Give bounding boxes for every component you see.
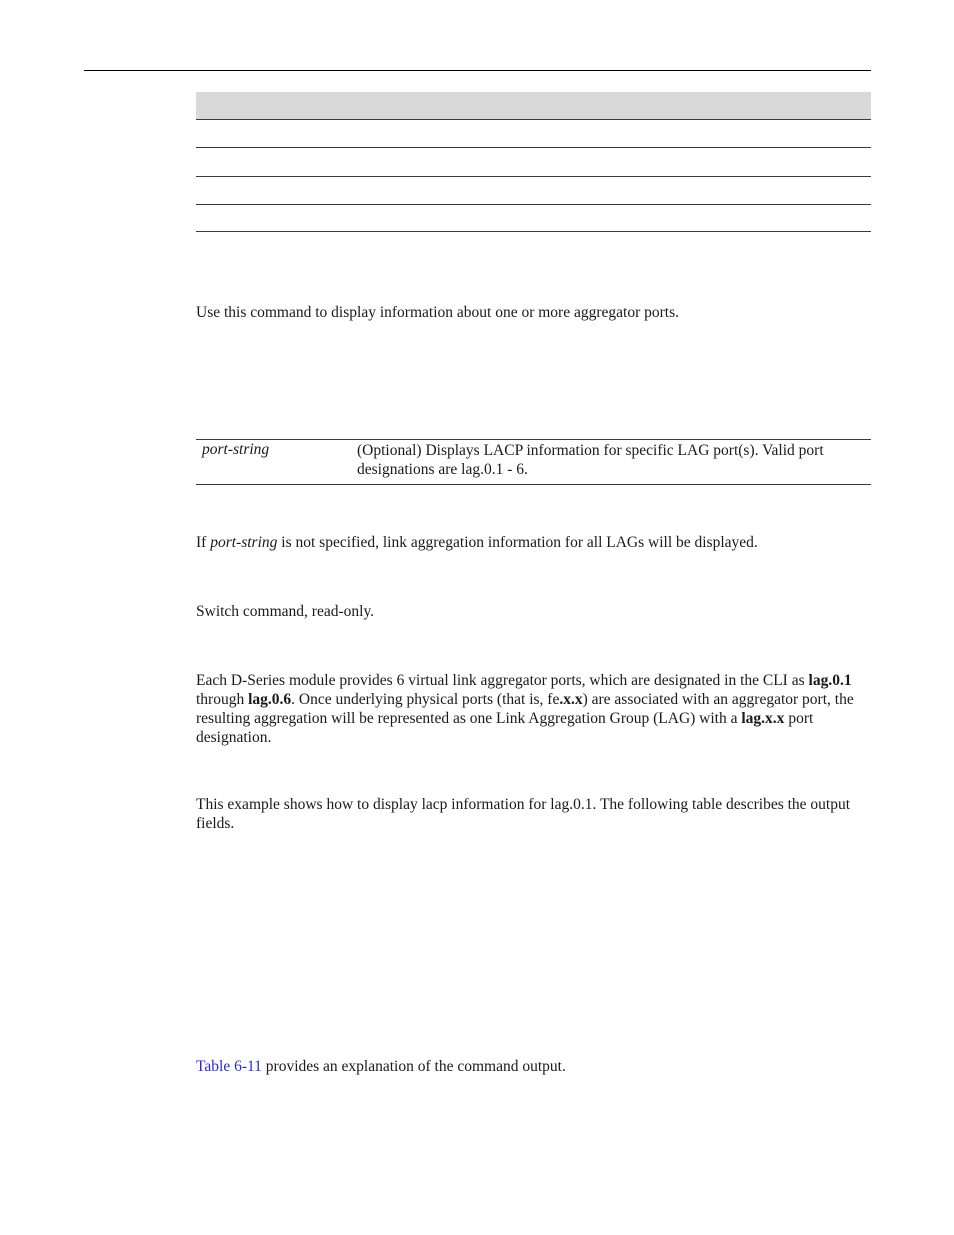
usage-text-part: Each D-Series module provides 6 virtual link aggregator ports, which are designated in the CLI as xyxy=(196,672,809,689)
parameter-description: (Optional) Displays LACP information for specific LAG port(s). Valid port designations are lag.0.1 - 6. xyxy=(357,442,824,478)
defaults-prefix: If xyxy=(196,534,211,551)
usage-lag-first: lag.0.1 xyxy=(808,672,852,689)
table-reference-text: provides an explanation of the command output. xyxy=(261,1058,566,1075)
usage-text xyxy=(196,671,872,747)
page-header-rule xyxy=(84,70,871,71)
usage-text-part: port designation. xyxy=(196,710,814,746)
example-text: This example shows how to display lacp information for lag.0.1. The following table describes the output fields. xyxy=(196,796,851,832)
table-reference xyxy=(196,1057,872,1076)
table-row-divider xyxy=(196,176,871,177)
table-row-divider xyxy=(196,119,871,120)
defaults-param: port-string xyxy=(210,534,278,551)
usage-lag-format: lag.x.x xyxy=(741,710,785,727)
mode-text: Switch command, read-only. xyxy=(196,603,375,620)
command-description: Use this command to display information about one or more aggregator ports. xyxy=(196,304,679,321)
usage-text-part: through xyxy=(196,691,249,708)
usage-text-part: . Once underlying physical ports (that is, fe xyxy=(291,691,560,708)
parameters-top-rule xyxy=(196,439,871,440)
defaults-suffix: is not specified, link aggregation information for all LAGs will be displayed. xyxy=(277,534,758,551)
usage-port-format: .x.x xyxy=(559,691,583,708)
table-link[interactable]: Table 6-11 xyxy=(196,1058,262,1075)
table-row-divider xyxy=(196,204,871,205)
parameter-name: port-string xyxy=(202,441,270,458)
parameters-bottom-rule xyxy=(196,484,871,485)
table-row-divider xyxy=(196,147,871,148)
usage-text-part: ) are associated with an aggregator port, the resulting aggregation will be represented as one Link Aggregation Group (LAG) with a xyxy=(196,691,854,727)
table-row-divider xyxy=(196,231,871,232)
table-header-band xyxy=(196,92,871,119)
usage-lag-last: lag.0.6 xyxy=(248,691,292,708)
defaults-text xyxy=(196,533,872,552)
